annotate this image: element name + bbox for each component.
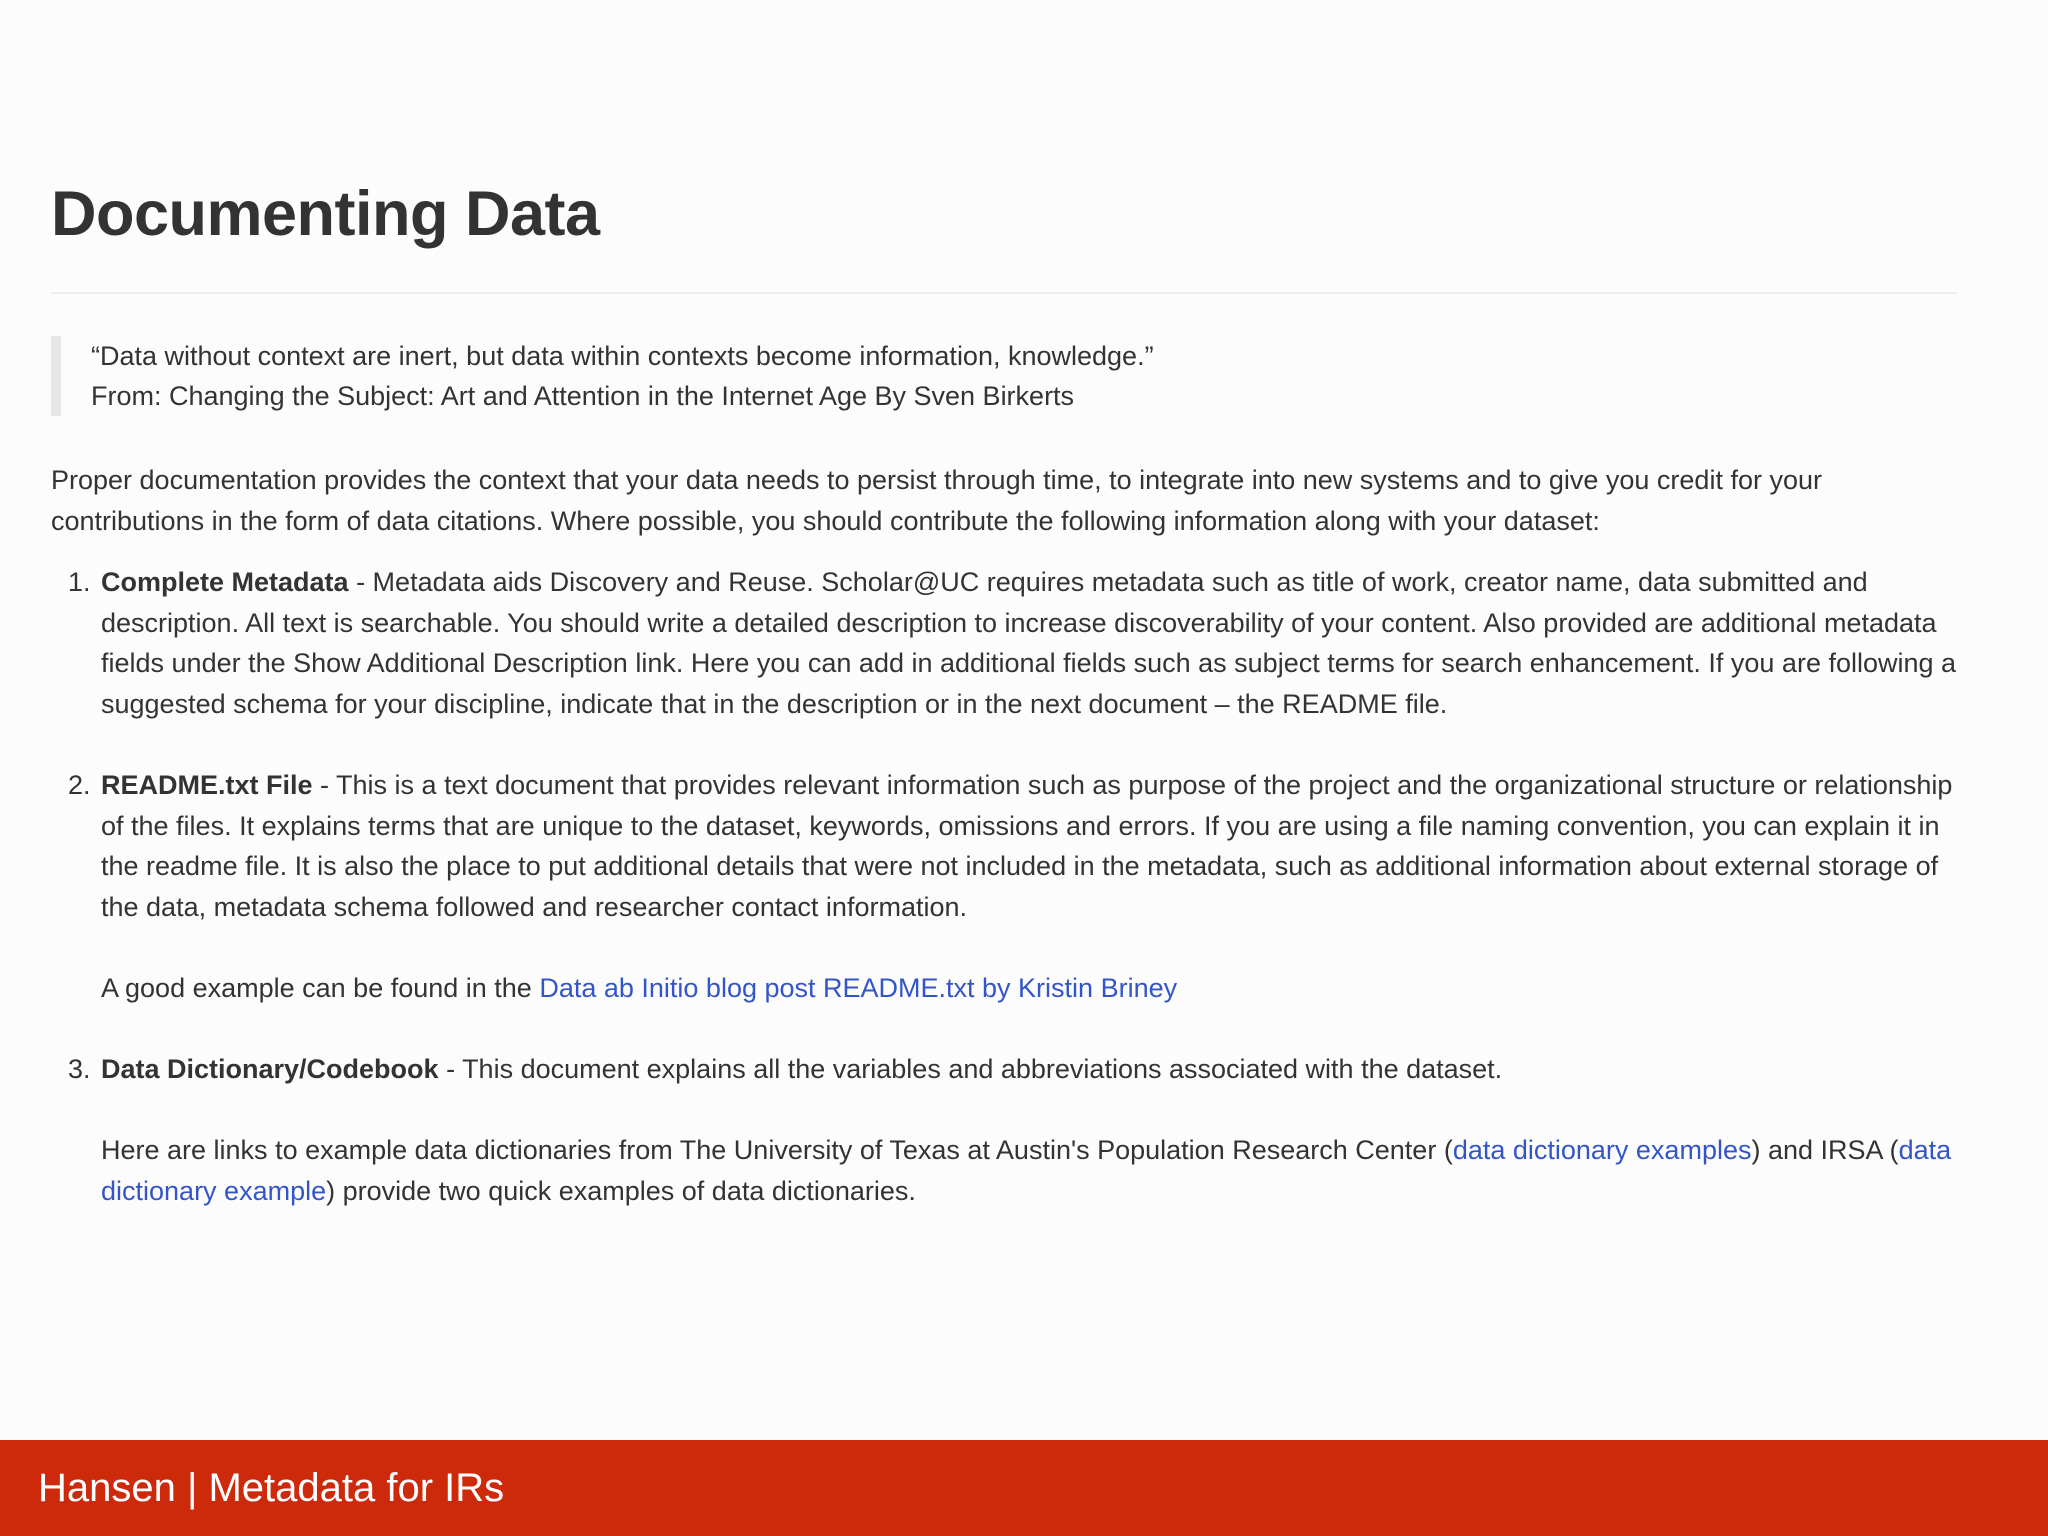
list-item-body [101,562,1957,724]
quote-text: “Data without context are inert, but data within contexts become information, knowledge.” [91,341,1154,371]
data-dictionary-examples-link[interactable]: data dictionary examples [1452,1135,1752,1165]
list-item-body [101,765,1957,927]
quote-block [51,336,1997,416]
footer-bar [0,1440,2048,1536]
data-dictionary-example-link[interactable]: data dictionary example [101,1135,1952,1206]
list-item-body [101,1049,1957,1090]
dictionary-example-middle: ) and IRSA ( [1751,1135,1899,1165]
list-item-term: README.txt File [101,770,313,800]
list-item-number: 1. [68,567,91,597]
readme-example-line [101,968,1957,1009]
dictionary-example-prefix: Here are links to example data dictionaries from The University of Texas at Austin's Population Research Center ( [101,1135,1453,1165]
list-item-term: Complete Metadata [101,567,349,597]
list-item-data-dictionary [51,1049,1957,1211]
list-item-number: 2. [68,770,91,800]
list-item-number: 3. [68,1054,91,1084]
intro-paragraph: Proper documentation provides the context that your data needs to persist through time, to integrate into new systems and to give you credit for your contributions in the form of data citations. Where possible, you should contribute the following information along with your dataset: [51,465,1822,536]
dictionary-example-suffix: ) provide two quick examples of data dictionaries. [326,1175,916,1206]
footer-text: Hansen | Metadata for IRs [38,1466,505,1510]
list-item-term: Data Dictionary/Codebook [101,1054,439,1084]
list-item-readme [51,765,1957,1008]
title-divider [51,292,1957,294]
readme-example-link[interactable]: Data ab Initio blog post README.txt by Kristin Briney [539,972,1178,1003]
quote-source: From: Changing the Subject: Art and Attention in the Internet Age By Sven Birkerts [91,381,1075,411]
list-item-complete-metadata [51,562,1957,724]
list-item-text: - Metadata aids Discovery and Reuse. Scholar@UC requires metadata such as title of work, creator name, data submitted and description. All text is searchable. You should write a detailed description to increase discoverability of your content. Also provided are additional metadata fields under the Show Additional Description link. Here you can add in additional fields such as subject terms for search enhancement. If you are following a suggested schema for your discipline, indicate that in the description or in the next document – the README file. [101,567,1957,719]
list-item-text: - This document explains all the variables and abbreviations associated with the dataset. [438,1054,1503,1084]
page-title: Documenting Data [51,179,600,249]
readme-example-prefix: A good example can be found in the [101,972,540,1003]
documentation-list [51,562,1957,1252]
dictionary-example-line [101,1130,1957,1211]
list-item-text: - This is a text document that provides relevant information such as purpose of the project and the organizational structure or relationship of the files. It explains terms that are unique to the dataset, keywords, omissions and errors. If you are using a file naming convention, you can explain it in the readme file. It is also the place to put additional details that were not included in the metadata, such as additional information about external storage of the data, metadata schema followed and researcher contact information. [101,770,1953,922]
